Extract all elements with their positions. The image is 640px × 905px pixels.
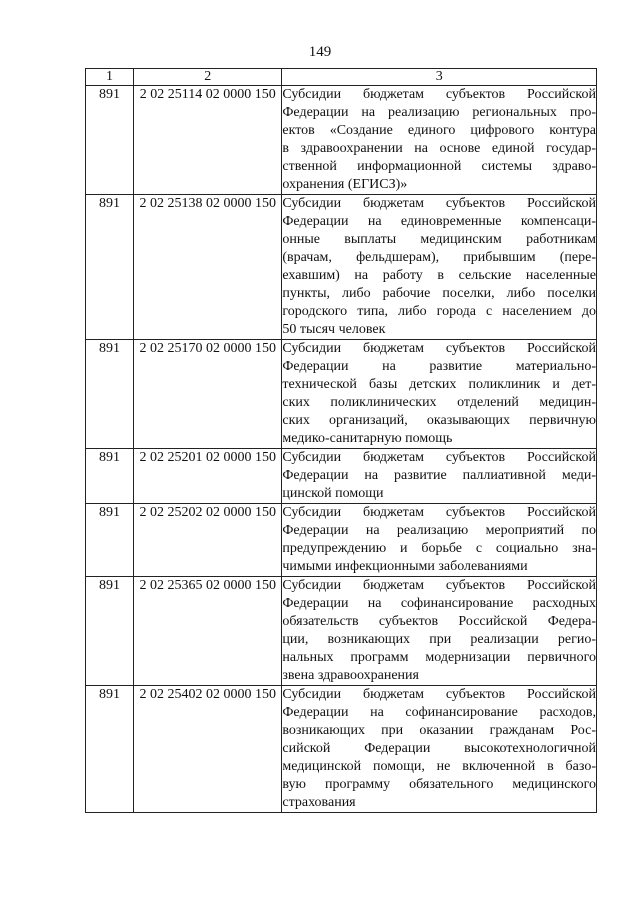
description-line: (врачам, фельдшерам), прибывшим (пере- bbox=[282, 250, 596, 265]
table-row bbox=[86, 577, 597, 686]
admin-code-cell: 891 bbox=[86, 340, 134, 449]
admin-code-cell: 891 bbox=[86, 504, 134, 577]
description-line: Субсидии бюджетам субъектов Российской bbox=[282, 450, 596, 465]
budget-code-cell: 2 02 25170 02 0000 150 bbox=[134, 340, 282, 449]
description-cell bbox=[282, 577, 597, 686]
description-line: вую программу обязательного медицинского bbox=[282, 777, 596, 792]
admin-code-cell: 891 bbox=[86, 195, 134, 340]
budget-code-cell: 2 02 25201 02 0000 150 bbox=[134, 449, 282, 504]
table-row bbox=[86, 686, 597, 813]
admin-code-cell: 891 bbox=[86, 86, 134, 195]
budget-code-cell: 2 02 25402 02 0000 150 bbox=[134, 686, 282, 813]
description-line: технической базы детских поликлиник и дет- bbox=[282, 377, 596, 392]
description-line: Субсидии бюджетам субъектов Российской bbox=[282, 196, 596, 211]
column-header-3: 3 bbox=[282, 69, 597, 86]
description-line: ехавшим) на работу в сельские населенные bbox=[282, 268, 596, 283]
description-line: Федерации на реализацию региональных про- bbox=[282, 105, 596, 120]
description-cell bbox=[282, 686, 597, 813]
budget-code-cell: 2 02 25202 02 0000 150 bbox=[134, 504, 282, 577]
description-line: обязательств субъектов Российской Федера- bbox=[282, 614, 596, 629]
table-row bbox=[86, 195, 597, 340]
description-line: звена здравоохранения bbox=[282, 668, 419, 683]
description-cell bbox=[282, 504, 597, 577]
description-line: возникающих при оказании гражданам Рос- bbox=[282, 723, 596, 738]
description-line: ственной информационной системы здраво- bbox=[282, 159, 596, 174]
description-line: Федерации на реализацию мероприятий по bbox=[282, 523, 596, 538]
description-line: медицинской помощи, не включенной в базо- bbox=[282, 759, 596, 774]
table-row bbox=[86, 340, 597, 449]
description-line: цинской помощи bbox=[282, 486, 384, 501]
admin-code-cell: 891 bbox=[86, 449, 134, 504]
description-line: страхования bbox=[282, 795, 356, 810]
description-line: пункты, либо рабочие поселки, либо поселки bbox=[282, 286, 596, 301]
description-line: предупреждению и борьбе с социально зна- bbox=[282, 541, 596, 556]
page-number: 149 bbox=[308, 44, 332, 60]
table-row bbox=[86, 449, 597, 504]
table-row bbox=[86, 504, 597, 577]
table-header-row bbox=[86, 69, 597, 86]
description-cell bbox=[282, 449, 597, 504]
description-line: ции, возникающих при реализации регио- bbox=[282, 632, 596, 647]
description-line: Субсидии бюджетам субъектов Российской bbox=[282, 687, 596, 702]
description-line: сийской Федерации высокотехнологичной bbox=[282, 741, 596, 756]
description-line: охранения (ЕГИСЗ)» bbox=[282, 177, 408, 192]
description-line: Субсидии бюджетам субъектов Российской bbox=[282, 341, 596, 356]
budget-code-cell: 2 02 25365 02 0000 150 bbox=[134, 577, 282, 686]
description-line: ских поликлинических отделений медицин- bbox=[282, 395, 596, 410]
column-header-2: 2 bbox=[134, 69, 282, 86]
description-line: Субсидии бюджетам субъектов Российской bbox=[282, 505, 596, 520]
column-header-1: 1 bbox=[86, 69, 134, 86]
description-line: онные выплаты медицинским работникам bbox=[282, 232, 596, 247]
description-line: городского типа, либо города с населением до bbox=[282, 304, 596, 319]
table-body bbox=[86, 86, 597, 813]
description-line: Субсидии бюджетам субъектов Российской bbox=[282, 578, 596, 593]
description-cell bbox=[282, 86, 597, 195]
description-line: 50 тысяч человек bbox=[282, 322, 386, 337]
description-line: Федерации на софинансирование расходных bbox=[282, 596, 596, 611]
budget-classification-table bbox=[85, 68, 597, 813]
admin-code-cell: 891 bbox=[86, 577, 134, 686]
description-line: Федерации на развитие материально- bbox=[282, 359, 596, 374]
description-line: ских организаций, оказывающих первичную bbox=[282, 413, 596, 428]
description-line: чимыми инфекционными заболеваниями bbox=[282, 559, 528, 574]
budget-code-cell: 2 02 25114 02 0000 150 bbox=[134, 86, 282, 195]
description-line: Федерации на софинансирование расходов, bbox=[282, 705, 596, 720]
description-line: Федерации на развитие паллиативной меди- bbox=[282, 468, 596, 483]
description-line: медико-санитарную помощь bbox=[282, 431, 453, 446]
description-line: нальных программ модернизации первичного bbox=[282, 650, 596, 665]
description-line: Субсидии бюджетам субъектов Российской bbox=[282, 87, 596, 102]
description-cell bbox=[282, 340, 597, 449]
admin-code-cell: 891 bbox=[86, 686, 134, 813]
description-line: ектов «Создание единого цифрового контура bbox=[282, 123, 596, 138]
description-cell bbox=[282, 195, 597, 340]
table-row bbox=[86, 86, 597, 195]
budget-code-cell: 2 02 25138 02 0000 150 bbox=[134, 195, 282, 340]
description-line: Федерации на единовременные компенсаци- bbox=[282, 214, 596, 229]
description-line: в здравоохранении на основе единой государ- bbox=[282, 141, 596, 156]
